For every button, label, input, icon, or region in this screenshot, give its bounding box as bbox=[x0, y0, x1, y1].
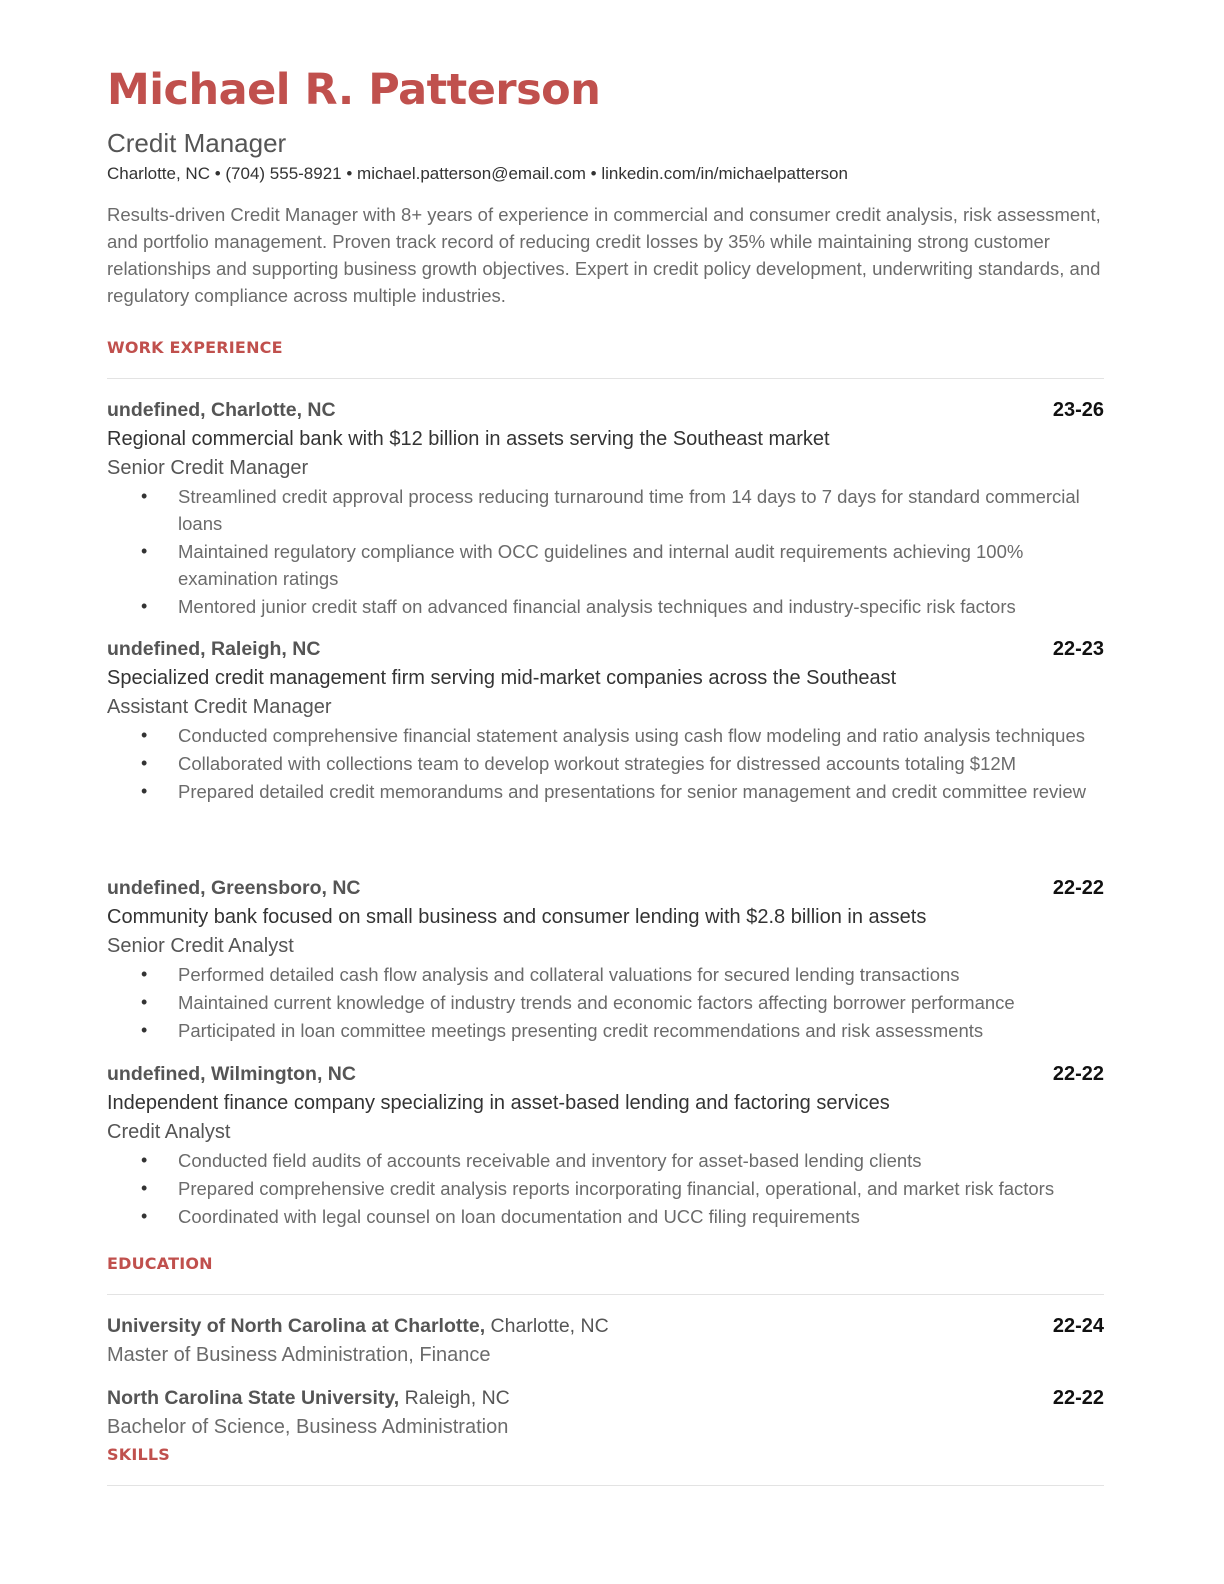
company-name: undefined, Charlotte, NC bbox=[107, 399, 336, 421]
experience-entry bbox=[107, 874, 1104, 1045]
education-dates: 22-24 bbox=[1052, 1315, 1104, 1337]
work-experience-heading: WORK EXPERIENCE bbox=[107, 338, 283, 357]
achievement-item: • Participated in loan committee meetings presenting credit recommendations and risk assessments bbox=[107, 1017, 1104, 1044]
section-divider bbox=[107, 378, 1104, 379]
school-line bbox=[107, 1384, 1104, 1413]
achievement-item: • Conducted comprehensive financial statement analysis using cash flow modeling and ratio analysis techniques bbox=[107, 722, 1104, 749]
role-title: Senior Credit Analyst bbox=[107, 935, 294, 957]
education-heading: EDUCATION bbox=[107, 1254, 213, 1273]
role-title: Assistant Credit Manager bbox=[107, 696, 332, 718]
employment-dates: 22-22 bbox=[1052, 877, 1104, 899]
achievement-list bbox=[107, 483, 1104, 620]
achievement-item: • Performed detailed cash flow analysis and collateral valuations for secured lending transactions bbox=[107, 961, 1104, 988]
achievement-item: • Prepared comprehensive credit analysis reports incorporating financial, operational, and market risk factors bbox=[107, 1175, 1104, 1202]
education-entry bbox=[107, 1384, 1104, 1442]
employment-dates: 23-26 bbox=[1052, 399, 1104, 421]
company-description: Community bank focused on small business and consumer lending with $2.8 billion in assets bbox=[107, 906, 927, 928]
achievement-item: • Mentored junior credit staff on advanced financial analysis techniques and industry-specific risk factors bbox=[107, 593, 1104, 620]
achievement-item: • Collaborated with collections team to develop workout strategies for distressed accounts totaling $12M bbox=[107, 750, 1104, 777]
employment-dates: 22-23 bbox=[1052, 638, 1104, 660]
role-title: Credit Analyst bbox=[107, 1121, 231, 1143]
education-dates: 22-22 bbox=[1052, 1387, 1104, 1409]
company-description: Regional commercial bank with $12 billion in assets serving the Southeast market bbox=[107, 428, 830, 450]
degree: Master of Business Administration, Finance bbox=[107, 1344, 491, 1366]
education-entry bbox=[107, 1312, 1104, 1370]
job-title: Credit Manager bbox=[107, 128, 287, 158]
school-line bbox=[107, 1312, 1104, 1341]
section-divider bbox=[107, 1294, 1104, 1295]
professional-summary: Results-driven Credit Manager with 8+ years of experience in commercial and consumer credit analysis, risk assessment, and portfolio management. Proven track record of reducing credit losses by 35% while maintaining strong customer relationships and supporting business growth objectives. Expert in credit policy development, underwriting standards, and regulatory compliance across multiple industries. bbox=[107, 204, 1101, 306]
company-description: Independent finance company specializing in asset-based lending and factoring services bbox=[107, 1092, 890, 1114]
school-location: Raleigh, NC bbox=[399, 1387, 510, 1409]
role-title: Senior Credit Manager bbox=[107, 457, 309, 479]
school-location: Charlotte, NC bbox=[485, 1315, 609, 1337]
experience-entry bbox=[107, 635, 1104, 806]
degree: Bachelor of Science, Business Administration bbox=[107, 1416, 509, 1438]
experience-entry bbox=[107, 1060, 1104, 1231]
school-name: North Carolina State University, bbox=[107, 1387, 400, 1409]
company-name: undefined, Wilmington, NC bbox=[107, 1063, 356, 1085]
achievement-list bbox=[107, 722, 1104, 805]
company-name: undefined, Raleigh, NC bbox=[107, 638, 321, 660]
achievement-list bbox=[107, 1147, 1104, 1230]
company-name: undefined, Greensboro, NC bbox=[107, 877, 361, 899]
company-description: Specialized credit management firm serving mid-market companies across the Southeast bbox=[107, 667, 897, 689]
experience-entry bbox=[107, 396, 1104, 621]
section-divider bbox=[107, 1485, 1104, 1486]
achievement-item: • Prepared detailed credit memorandums and presentations for senior management and credit committee review bbox=[107, 778, 1104, 805]
skills-heading: SKILLS bbox=[107, 1445, 170, 1464]
achievement-item: • Streamlined credit approval process reducing turnaround time from 14 days to 7 days for standard commercial loans bbox=[107, 483, 1104, 537]
achievement-list bbox=[107, 961, 1104, 1044]
school-name: University of North Carolina at Charlotte, bbox=[107, 1315, 486, 1337]
achievement-item: • Maintained current knowledge of industry trends and economic factors affecting borrower performance bbox=[107, 989, 1104, 1016]
achievement-item: • Coordinated with legal counsel on loan documentation and UCC filing requirements bbox=[107, 1203, 1104, 1230]
candidate-name: Michael R. Patterson bbox=[107, 65, 601, 115]
employment-dates: 22-22 bbox=[1052, 1063, 1104, 1085]
achievement-item: • Conducted field audits of accounts receivable and inventory for asset-based lending clients bbox=[107, 1147, 1104, 1174]
achievement-item: • Maintained regulatory compliance with OCC guidelines and internal audit requirements achieving 100% examination ratings bbox=[107, 538, 1104, 592]
contact-line: Charlotte, NC • (704) 555-8921 • michael.patterson@email.com • linkedin.com/in/michaelpatterson bbox=[107, 164, 848, 183]
